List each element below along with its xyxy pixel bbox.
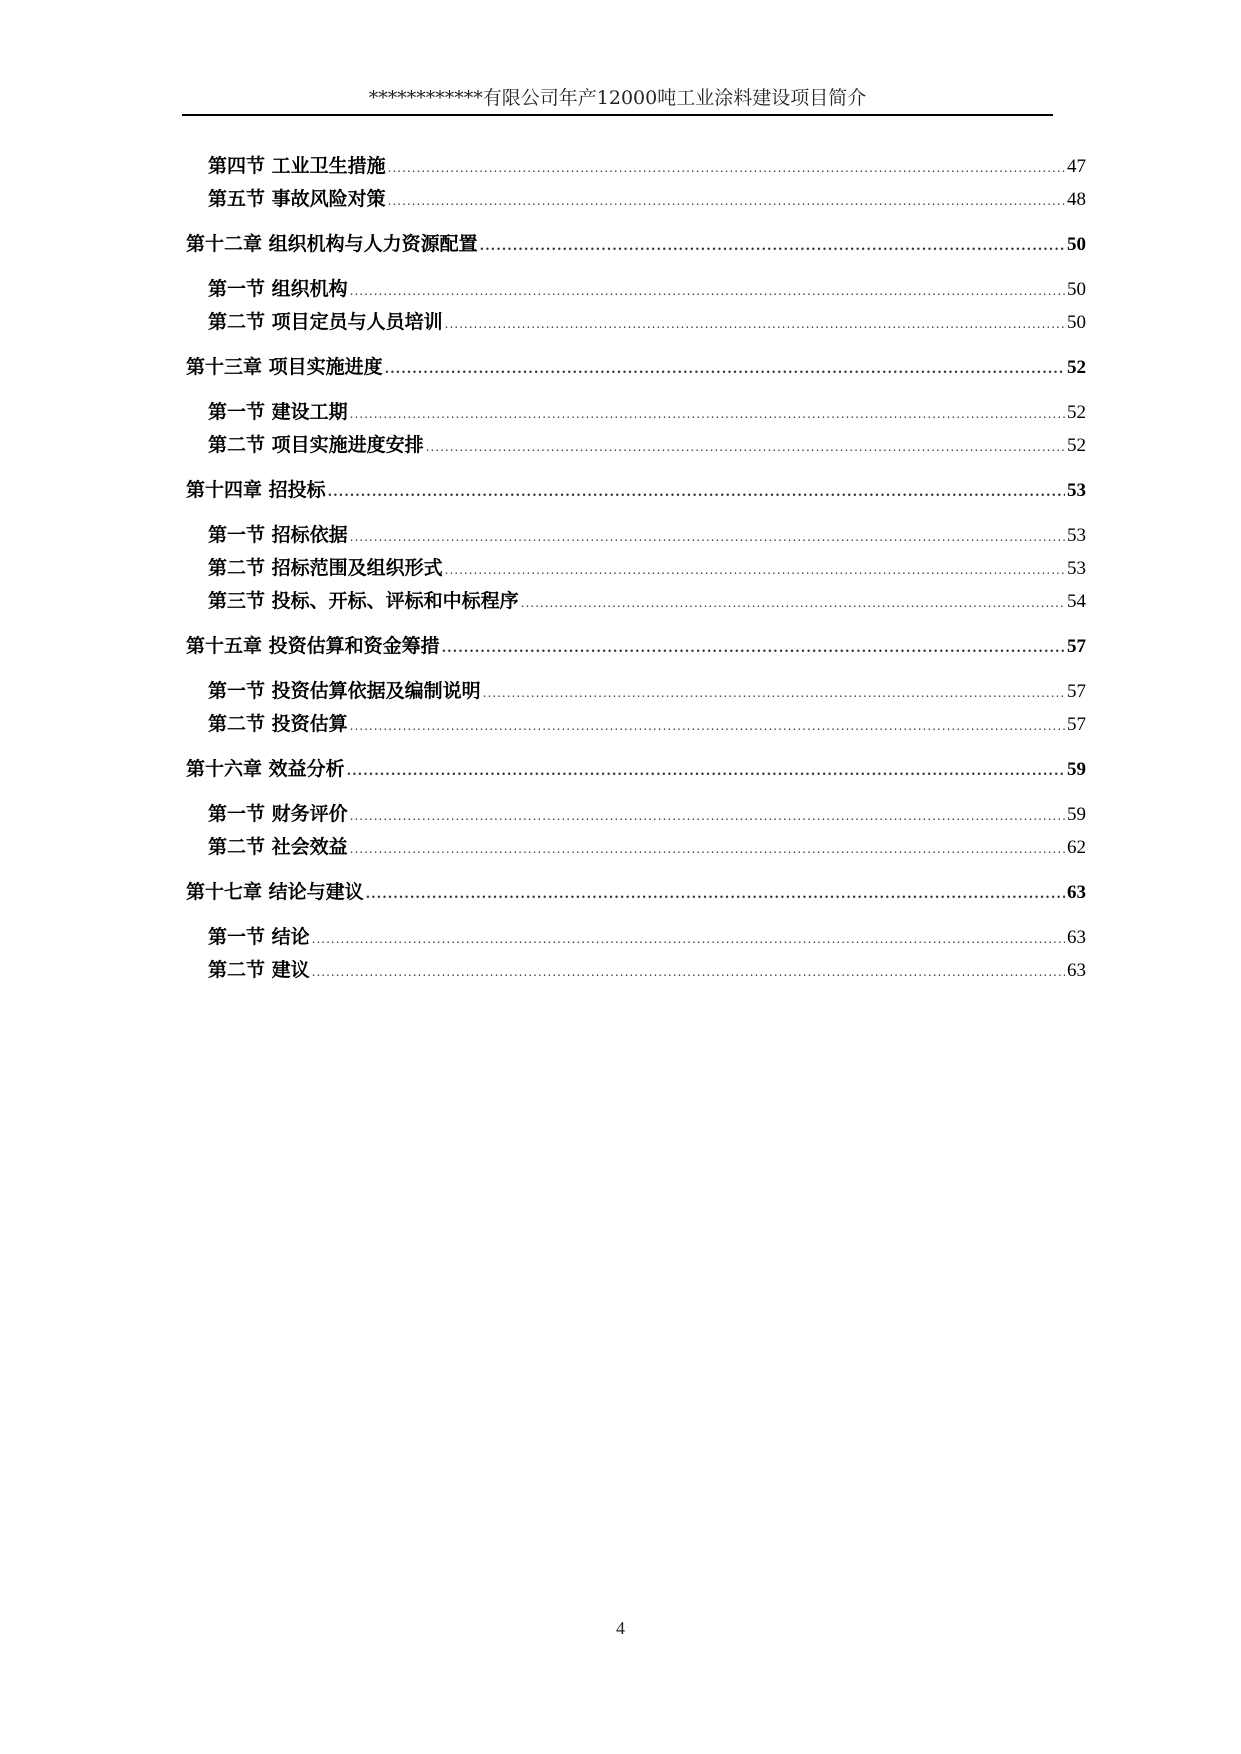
toc-entry-title: 第十三章 项目实施进度 xyxy=(186,356,383,378)
toc-chapter-entry[interactable] xyxy=(186,228,1086,261)
toc-entry-title: 第十五章 投资估算和资金筹措 xyxy=(186,635,440,657)
toc-section-entry[interactable] xyxy=(186,585,1086,618)
toc-entry-title: 第二节 招标范围及组织形式 xyxy=(208,557,443,579)
toc-dot-leader xyxy=(312,923,1065,956)
toc-section-entry[interactable] xyxy=(186,396,1086,429)
toc-dot-leader xyxy=(350,710,1065,743)
toc-entry-title: 第四节 工业卫生措施 xyxy=(208,155,386,177)
page-header: ************有限公司年产12000吨工业涂料建设项目简介 xyxy=(368,87,867,109)
toc-dot-leader xyxy=(350,800,1065,833)
toc-entry-title: 第二节 社会效益 xyxy=(208,836,348,858)
toc-entry-title: 第二节 项目实施进度安排 xyxy=(208,434,424,456)
toc-entry-page-number: 52 xyxy=(1067,357,1086,378)
toc-entry-page-number: 52 xyxy=(1067,435,1086,456)
toc-dot-leader xyxy=(350,521,1065,554)
toc-chapter-entry[interactable] xyxy=(186,351,1086,384)
toc-dot-leader xyxy=(445,554,1065,587)
toc-chapter-entry[interactable] xyxy=(186,630,1086,663)
toc-entry-page-number: 59 xyxy=(1067,759,1086,780)
toc-dot-leader xyxy=(388,185,1065,218)
toc-section-entry[interactable] xyxy=(186,552,1086,585)
toc-entry-page-number: 47 xyxy=(1067,156,1086,177)
toc-entry-page-number: 50 xyxy=(1067,312,1086,333)
toc-dot-leader xyxy=(350,833,1065,866)
toc-dot-leader xyxy=(480,230,1065,263)
toc-dot-leader xyxy=(426,431,1065,464)
toc-section-entry[interactable] xyxy=(186,708,1086,741)
toc-entry-title: 第二节 项目定员与人员培训 xyxy=(208,311,443,333)
page-number: 4 xyxy=(616,1618,625,1638)
toc-section-entry[interactable] xyxy=(186,306,1086,339)
toc-dot-leader xyxy=(312,956,1065,989)
toc-section-entry[interactable] xyxy=(186,273,1086,306)
toc-section-entry[interactable] xyxy=(186,429,1086,462)
toc-dot-leader xyxy=(483,677,1065,710)
toc-entry-title: 第十二章 组织机构与人力资源配置 xyxy=(186,233,478,255)
toc-entry-title: 第十七章 结论与建议 xyxy=(186,881,364,903)
toc-entry-title: 第十四章 招投标 xyxy=(186,479,326,501)
toc-entry-page-number: 54 xyxy=(1067,591,1086,612)
toc-entry-page-number: 63 xyxy=(1067,882,1086,903)
header-divider xyxy=(182,114,1053,116)
toc-chapter-entry[interactable] xyxy=(186,753,1086,786)
toc-entry-title: 第二节 投资估算 xyxy=(208,713,348,735)
toc-dot-leader xyxy=(347,755,1065,788)
toc-chapter-entry[interactable] xyxy=(186,474,1086,507)
toc-section-entry[interactable] xyxy=(186,921,1086,954)
toc-dot-leader xyxy=(442,632,1065,665)
toc-entry-page-number: 52 xyxy=(1067,402,1086,423)
toc-dot-leader xyxy=(388,152,1065,185)
toc-entry-page-number: 57 xyxy=(1067,636,1086,657)
toc-dot-leader xyxy=(350,275,1065,308)
toc-entry-page-number: 59 xyxy=(1067,804,1086,825)
toc-entry-title: 第一节 财务评价 xyxy=(208,803,348,825)
toc-entry-page-number: 50 xyxy=(1067,234,1086,255)
toc-entry-title: 第五节 事故风险对策 xyxy=(208,188,386,210)
toc-entry-page-number: 53 xyxy=(1067,558,1086,579)
toc-dot-leader xyxy=(445,308,1065,341)
toc-entry-page-number: 57 xyxy=(1067,714,1086,735)
toc-dot-leader xyxy=(521,587,1065,620)
toc-entry-page-number: 57 xyxy=(1067,681,1086,702)
toc-entry-page-number: 62 xyxy=(1067,837,1086,858)
toc-entry-page-number: 50 xyxy=(1067,279,1086,300)
table-of-contents xyxy=(186,150,1086,987)
toc-section-entry[interactable] xyxy=(186,150,1086,183)
toc-entry-title: 第一节 结论 xyxy=(208,926,310,948)
toc-dot-leader xyxy=(385,353,1065,386)
toc-entry-title: 第一节 组织机构 xyxy=(208,278,348,300)
toc-entry-page-number: 53 xyxy=(1067,525,1086,546)
toc-entry-title: 第十六章 效益分析 xyxy=(186,758,345,780)
toc-entry-page-number: 48 xyxy=(1067,189,1086,210)
toc-dot-leader xyxy=(350,398,1065,431)
toc-section-entry[interactable] xyxy=(186,519,1086,552)
toc-section-entry[interactable] xyxy=(186,183,1086,216)
toc-entry-title: 第二节 建议 xyxy=(208,959,310,981)
toc-section-entry[interactable] xyxy=(186,675,1086,708)
toc-entry-title: 第三节 投标、开标、评标和中标程序 xyxy=(208,590,519,612)
toc-entry-page-number: 53 xyxy=(1067,480,1086,501)
toc-section-entry[interactable] xyxy=(186,954,1086,987)
toc-entry-page-number: 63 xyxy=(1067,927,1086,948)
toc-chapter-entry[interactable] xyxy=(186,876,1086,909)
toc-section-entry[interactable] xyxy=(186,831,1086,864)
toc-entry-title: 第一节 投资估算依据及编制说明 xyxy=(208,680,481,702)
toc-entry-page-number: 63 xyxy=(1067,960,1086,981)
toc-entry-title: 第一节 建设工期 xyxy=(208,401,348,423)
toc-dot-leader xyxy=(366,878,1065,911)
toc-dot-leader xyxy=(328,476,1065,509)
toc-section-entry[interactable] xyxy=(186,798,1086,831)
toc-entry-title: 第一节 招标依据 xyxy=(208,524,348,546)
